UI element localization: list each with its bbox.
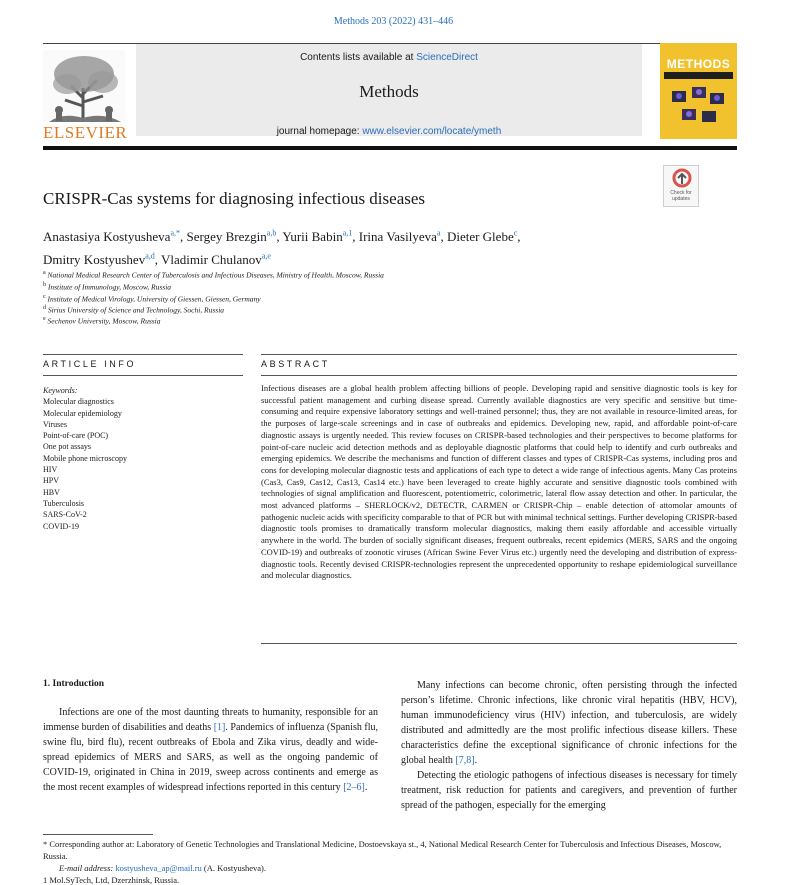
author-affiliation-marks[interactable]: a,e: [261, 251, 271, 261]
check-for-updates-badge[interactable]: [663, 165, 699, 207]
cover-band: [664, 72, 733, 79]
email-note: E-mail address: kostyusheva_ap@mail.ru (A. Kostyusheva).: [59, 863, 267, 873]
journal-masthead: [136, 44, 642, 136]
sciencedirect-link[interactable]: ScienceDirect: [416, 52, 478, 63]
author-affiliation-marks[interactable]: a,*: [170, 229, 181, 238]
author-affiliation-marks[interactable]: a: [436, 229, 441, 238]
abstract-rule-bottom: [261, 643, 737, 644]
email-link[interactable]: kostyusheva_ap@mail.ru: [115, 863, 202, 873]
affiliation-a: $^a$ National Medical Research Center of Tuberculosis and Infectious Diseases, Ministry of Health, Moscow, Russia: [43, 270, 384, 280]
journal-homepage: journal homepage: www.elsevier.com/locate/ymeth: [276, 126, 502, 137]
contents-line: Contents lists available at ScienceDirect: [300, 52, 478, 63]
author-name[interactable]: Yurii Babin$^{a,1}$,: [282, 229, 359, 245]
article-info-heading: ARTICLE INFO: [43, 359, 137, 369]
author-name[interactable]: Dmitry Kostyushev$^{a,d}$,: [43, 251, 162, 267]
author-affiliation-marks[interactable]: a,b: [266, 229, 277, 238]
journal-cover-thumbnail[interactable]: [660, 43, 737, 139]
header-rule: [43, 146, 737, 150]
intro-right-column: [401, 678, 737, 813]
keywords-label: Keywords:: [43, 386, 78, 395]
corresponding-author-note: * Corresponding author at: Laboratory of Genetic Technologies and Translational Medicine, Dostoevskaya st., 4, National Medical Research Center for Tuberculosis and Infectious Diseases, Moscow, Russia.: [43, 839, 722, 861]
keyword-item: One pot assays: [43, 442, 91, 452]
affiliation-e: $^e$ Sechenov University, Moscow, Russia: [43, 316, 161, 326]
footnote-rule: [43, 834, 153, 835]
article-info-rule-top: [43, 354, 243, 355]
intro-paragraph-3: Detecting the etiologic pathogens of infectious diseases is necessary for timely treatment, risk reduction for patients and caregivers, and prevention of further spread of the pathogen, especially for the emerging: [401, 770, 737, 811]
author-name[interactable]: Vladimir Chulanov$^{a,e}$: [161, 251, 271, 267]
keyword-item: COVID-19: [43, 521, 79, 531]
elsevier-wordmark: ELSEVIER: [43, 123, 128, 142]
keyword-item: HIV: [43, 465, 58, 475]
footnote-1: 1 Mol.SyTech, Ltd, Dzerzhinsk, Russia.: [43, 875, 180, 885]
article-title: CRISPR-Cas systems for diagnosing infectious diseases: [43, 189, 426, 208]
affiliation-b: $^b$ Institute of Immunology, Moscow, Russia: [43, 282, 172, 292]
keyword-item: HBV: [43, 487, 60, 497]
abstract-rule-top: [261, 354, 737, 355]
intro-paragraph-1: Infections are one of the most daunting threats to humanity, responsible for an immense burden of disabilities and deaths [1]. Pandemics of influenza (Spanish flu, swine flu, bird flu), recent outbreaks of Ebola and Zika virus, deadly and wide-spread epidemics of MERS and SARS, as well as the ongoing pandemic of COVID-19, originated in China in 2019, sweep across continents and emerge as the most recent examples of widespread infections reported in this century [2–6].: [43, 707, 378, 793]
author-name[interactable]: Dieter Glebe$^c$,: [446, 229, 521, 245]
author-name[interactable]: Sergey Brezgin$^{a,b}$,: [186, 229, 283, 245]
keyword-item: Viruses: [43, 419, 67, 429]
author-name[interactable]: Irina Vasilyeva$^a$,: [358, 229, 447, 245]
affiliation-c: $^c$ Institute of Medical Virology, University of Giessen, Giessen, Germany: [43, 294, 261, 304]
keyword-item: HPV: [43, 476, 60, 486]
keyword-item: Mobile phone microscopy: [43, 453, 127, 463]
abstract-heading: ABSTRACT: [261, 359, 330, 369]
reference-link[interactable]: [7,8]: [455, 755, 475, 766]
keyword-item: SARS-CoV-2: [43, 510, 87, 520]
introduction-heading: 1. Introduction: [43, 679, 105, 689]
keyword-item: Point-of-care (POC): [43, 431, 109, 441]
reference-link[interactable]: [2–6]: [343, 782, 365, 793]
author-affiliation-marks[interactable]: a,d: [145, 251, 155, 261]
journal-citation[interactable]: Methods 203 (2022) 431–446: [333, 16, 454, 27]
cover-artwork: [664, 81, 733, 135]
affiliation-d: $^d$ Sirius University of Science and Technology, Sochi, Russia: [43, 305, 225, 315]
keyword-item: Molecular epidemiology: [43, 408, 122, 418]
journal-name: Methods: [359, 82, 419, 101]
check-updates-icon: [664, 166, 700, 190]
journal-homepage-link[interactable]: www.elsevier.com/locate/ymeth: [362, 126, 502, 137]
keyword-item: Molecular diagnostics: [43, 397, 114, 407]
author-affiliation-marks[interactable]: a,1: [342, 229, 353, 238]
intro-paragraph-2: Many infections can become chronic, often persisting through the infected person’s lifetime. Chronic infections, like chronic viral hepatitis (HBV, HCV), human immunodeficiency virus (HIV) infection, and tuberculosis, are widely distributed and admittedly are the most prolific infectious disease killers. These characteristics define the exceptional significance of chronic infections for the global health [7,8].: [401, 680, 737, 766]
author-affiliation-marks[interactable]: c: [513, 229, 518, 238]
abstract-text: Infectious diseases are a global health problem affecting billions of people. Developing rapid and sensitive diagnostic tools is key for successful patient management and curbing disease spread. Currently available diagnostics are very specific and sensitive but time-consuming and require expensive laboratory settings and well-trained personnel; thus, they are not available in resource-limited areas, for the purposes of large-scale screenings and in case of outbreaks and epidemics. Developing new, rapid, and affordable point-of-care diagnostic assays is urgently needed. This review focuses on CRISPR-based technologies and their perspectives to become platforms for point-of-care nucleic acid detection methods and as deployable diagnostic platforms that could help to identify and curb outbreaks and emerging epidemics. We describe the mechanisms and function of different classes and types of CRISPR-Cas systems, including pros and cons for developing molecular diagnostic tests and applications of each type to detect a wide range of infectious agents. Many Cas proteins (Cas3, Cas9, Cas12, Cas13, Cas14 etc.) have been leveraged to create highly accurate and sensitive diagnostic tools combined with technologies of signal amplification and fluorescent, potentiometric, colorimetric, lateral flow assay detection and other. In particular, the most advanced platforms – SHERLOCK/v2, DETECTR, CARMEN or CRISPR-Chip – enable detection of attomolar amounts of pathogenic nucleic acids with specificity comparable to that of PCR but with minimal technical settings. Further developing CRISPR-based diagnostic tools promises to dramatically transform molecular diagnostics, making them easily affordable and accessible virtually anywhere in the world. The burden of socially significant diseases, frequent outbreaks, recent epidemics (MERS, SARS and the ongoing COVID-19) and outbreaks of zoonotic viruses (African Swine Fever Virus etc.) urgently need the developing and distribution of express-diagnostic tools. Recently devised CRISPR-technologies represent the unprecedented opportunity to reshape epidemiological surveillance and molecular diagnostics.: [261, 383, 737, 581]
cover-title: METHODS: [666, 57, 731, 71]
author-name[interactable]: Anastasiya Kostyusheva$^{a,*}$,: [43, 229, 187, 245]
article-info-rule: [43, 375, 243, 376]
check-updates-label: Check for updates: [670, 190, 692, 202]
reference-link[interactable]: [1]: [213, 722, 226, 733]
keyword-item: Tuberculosis: [43, 498, 85, 508]
author-list: [43, 224, 663, 269]
keywords-list: [43, 385, 243, 532]
footnotes: [43, 838, 737, 885]
abstract-rule: [261, 375, 737, 376]
